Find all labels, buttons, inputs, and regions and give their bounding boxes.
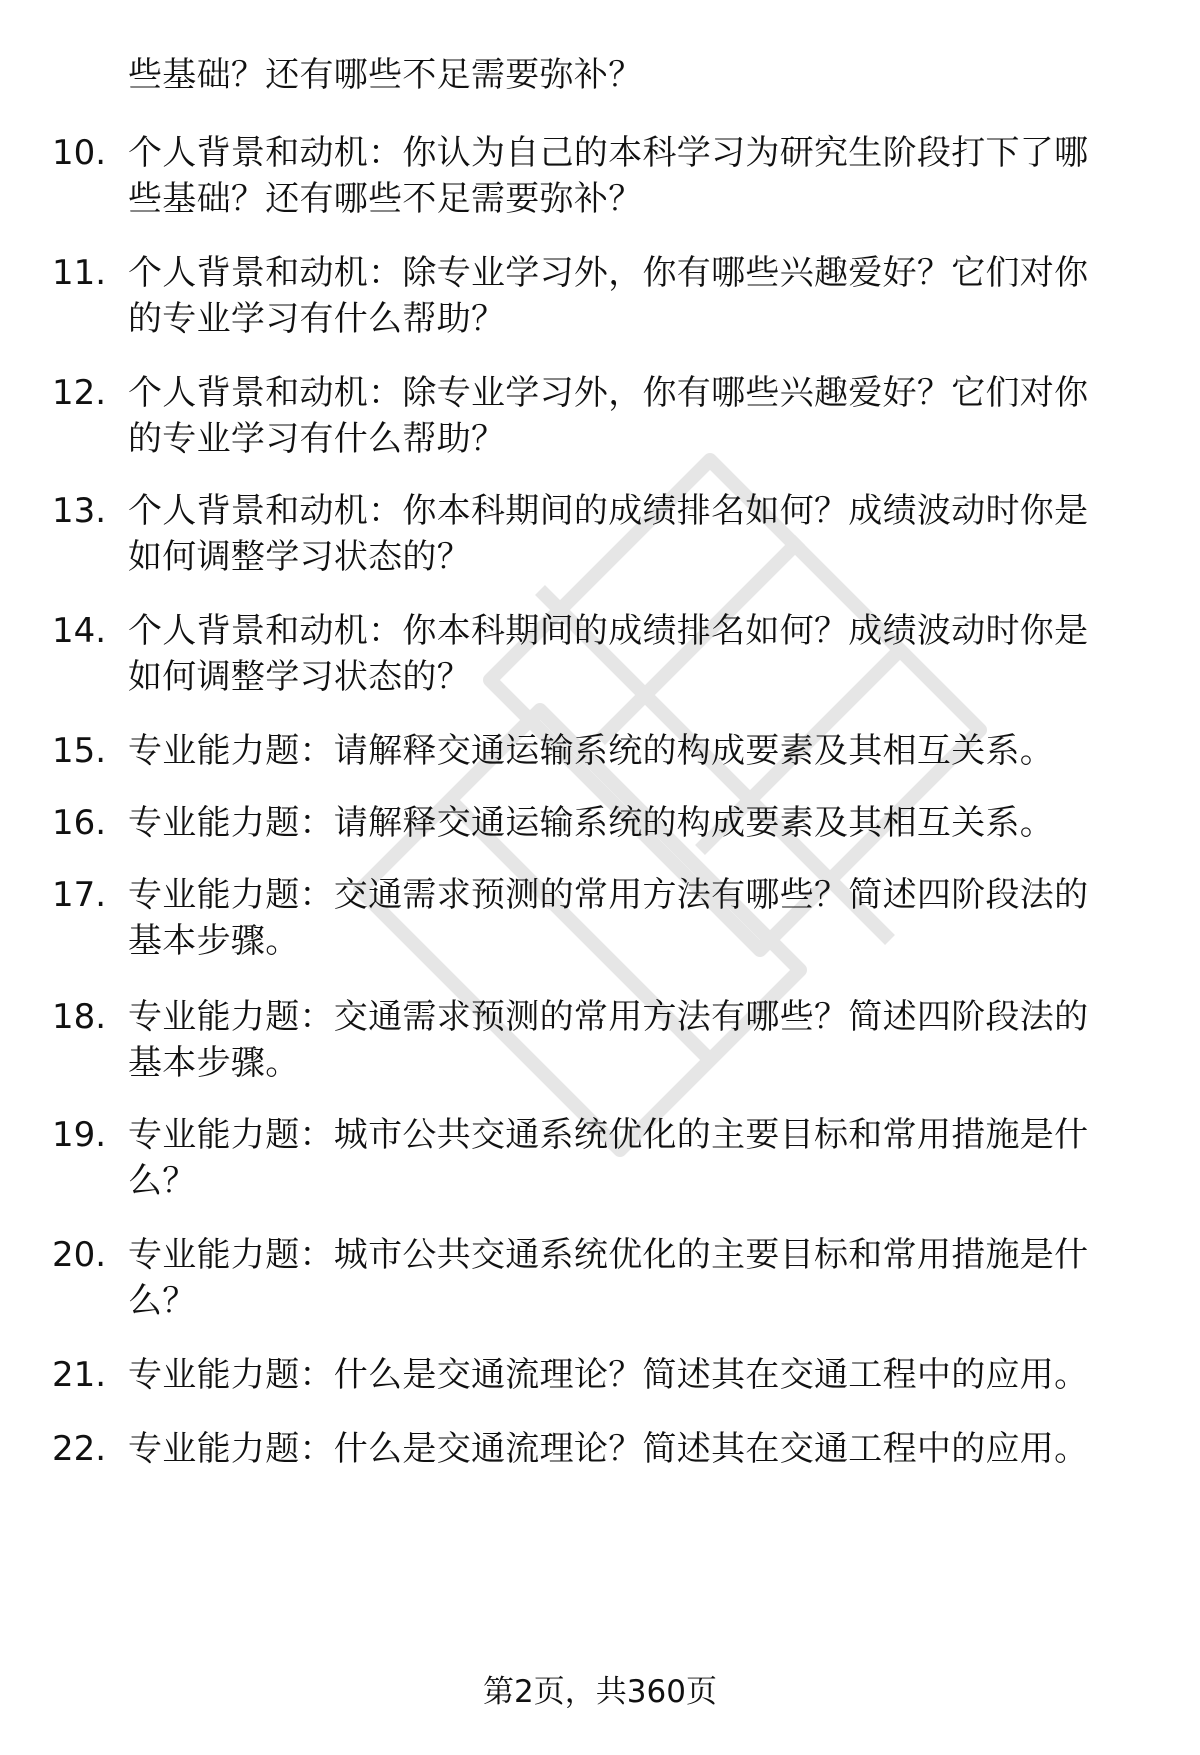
item-number: 19. <box>52 1115 107 1155</box>
item-text-line: 基本步骤。 <box>128 921 300 961</box>
item-text-line: 的专业学习有什么帮助？ <box>128 419 506 459</box>
item-text-line: 专业能力题：交通需求预测的常用方法有哪些？简述四阶段法的 <box>128 875 1089 915</box>
item-number: 12. <box>52 373 107 413</box>
item-text-line: 个人背景和动机：你本科期间的成绩排名如何？成绩波动时你是 <box>128 611 1089 651</box>
item-text-line: 专业能力题：城市公共交通系统优化的主要目标和常用措施是什 <box>128 1235 1089 1275</box>
item-number: 18. <box>52 997 107 1037</box>
item-number: 11. <box>52 253 107 293</box>
item-text-line: 专业能力题：什么是交通流理论？简述其在交通工程中的应用。 <box>128 1429 1089 1469</box>
item-text-line: 专业能力题：城市公共交通系统优化的主要目标和常用措施是什 <box>128 1115 1089 1155</box>
item-text-line: 专业能力题：请解释交通运输系统的构成要素及其相互关系。 <box>128 803 1055 843</box>
item-number: 17. <box>52 875 107 915</box>
page-footer: 第2页，共360页 <box>483 1674 717 1710</box>
item-text-line: 么？ <box>128 1281 197 1321</box>
item-text-line: 专业能力题：交通需求预测的常用方法有哪些？简述四阶段法的 <box>128 997 1089 1037</box>
continuation-text: 些基础？还有哪些不足需要弥补？ <box>128 55 643 95</box>
item-number: 21. <box>52 1355 107 1395</box>
item-text-line: 基本步骤。 <box>128 1043 300 1083</box>
item-number: 10. <box>52 133 107 173</box>
item-text-line: 么？ <box>128 1161 197 1201</box>
item-number: 22. <box>52 1429 107 1469</box>
item-text-line: 的专业学习有什么帮助？ <box>128 299 506 339</box>
item-number: 13. <box>52 491 107 531</box>
item-text-line: 如何调整学习状态的？ <box>128 657 471 697</box>
item-text-line: 个人背景和动机：你认为自己的本科学习为研究生阶段打下了哪 <box>128 133 1089 173</box>
item-text-line: 些基础？还有哪些不足需要弥补？ <box>128 179 643 219</box>
item-text-line: 个人背景和动机：除专业学习外，你有哪些兴趣爱好？它们对你 <box>128 253 1089 293</box>
item-number: 16. <box>52 803 107 843</box>
item-text-line: 个人背景和动机：你本科期间的成绩排名如何？成绩波动时你是 <box>128 491 1089 531</box>
item-text-line: 如何调整学习状态的？ <box>128 537 471 577</box>
item-number: 15. <box>52 731 107 771</box>
item-text-line: 个人背景和动机：除专业学习外，你有哪些兴趣爱好？它们对你 <box>128 373 1089 413</box>
item-text-line: 专业能力题：什么是交通流理论？简述其在交通工程中的应用。 <box>128 1355 1089 1395</box>
item-number: 14. <box>52 611 107 651</box>
item-text-line: 专业能力题：请解释交通运输系统的构成要素及其相互关系。 <box>128 731 1055 771</box>
item-number: 20. <box>52 1235 107 1275</box>
